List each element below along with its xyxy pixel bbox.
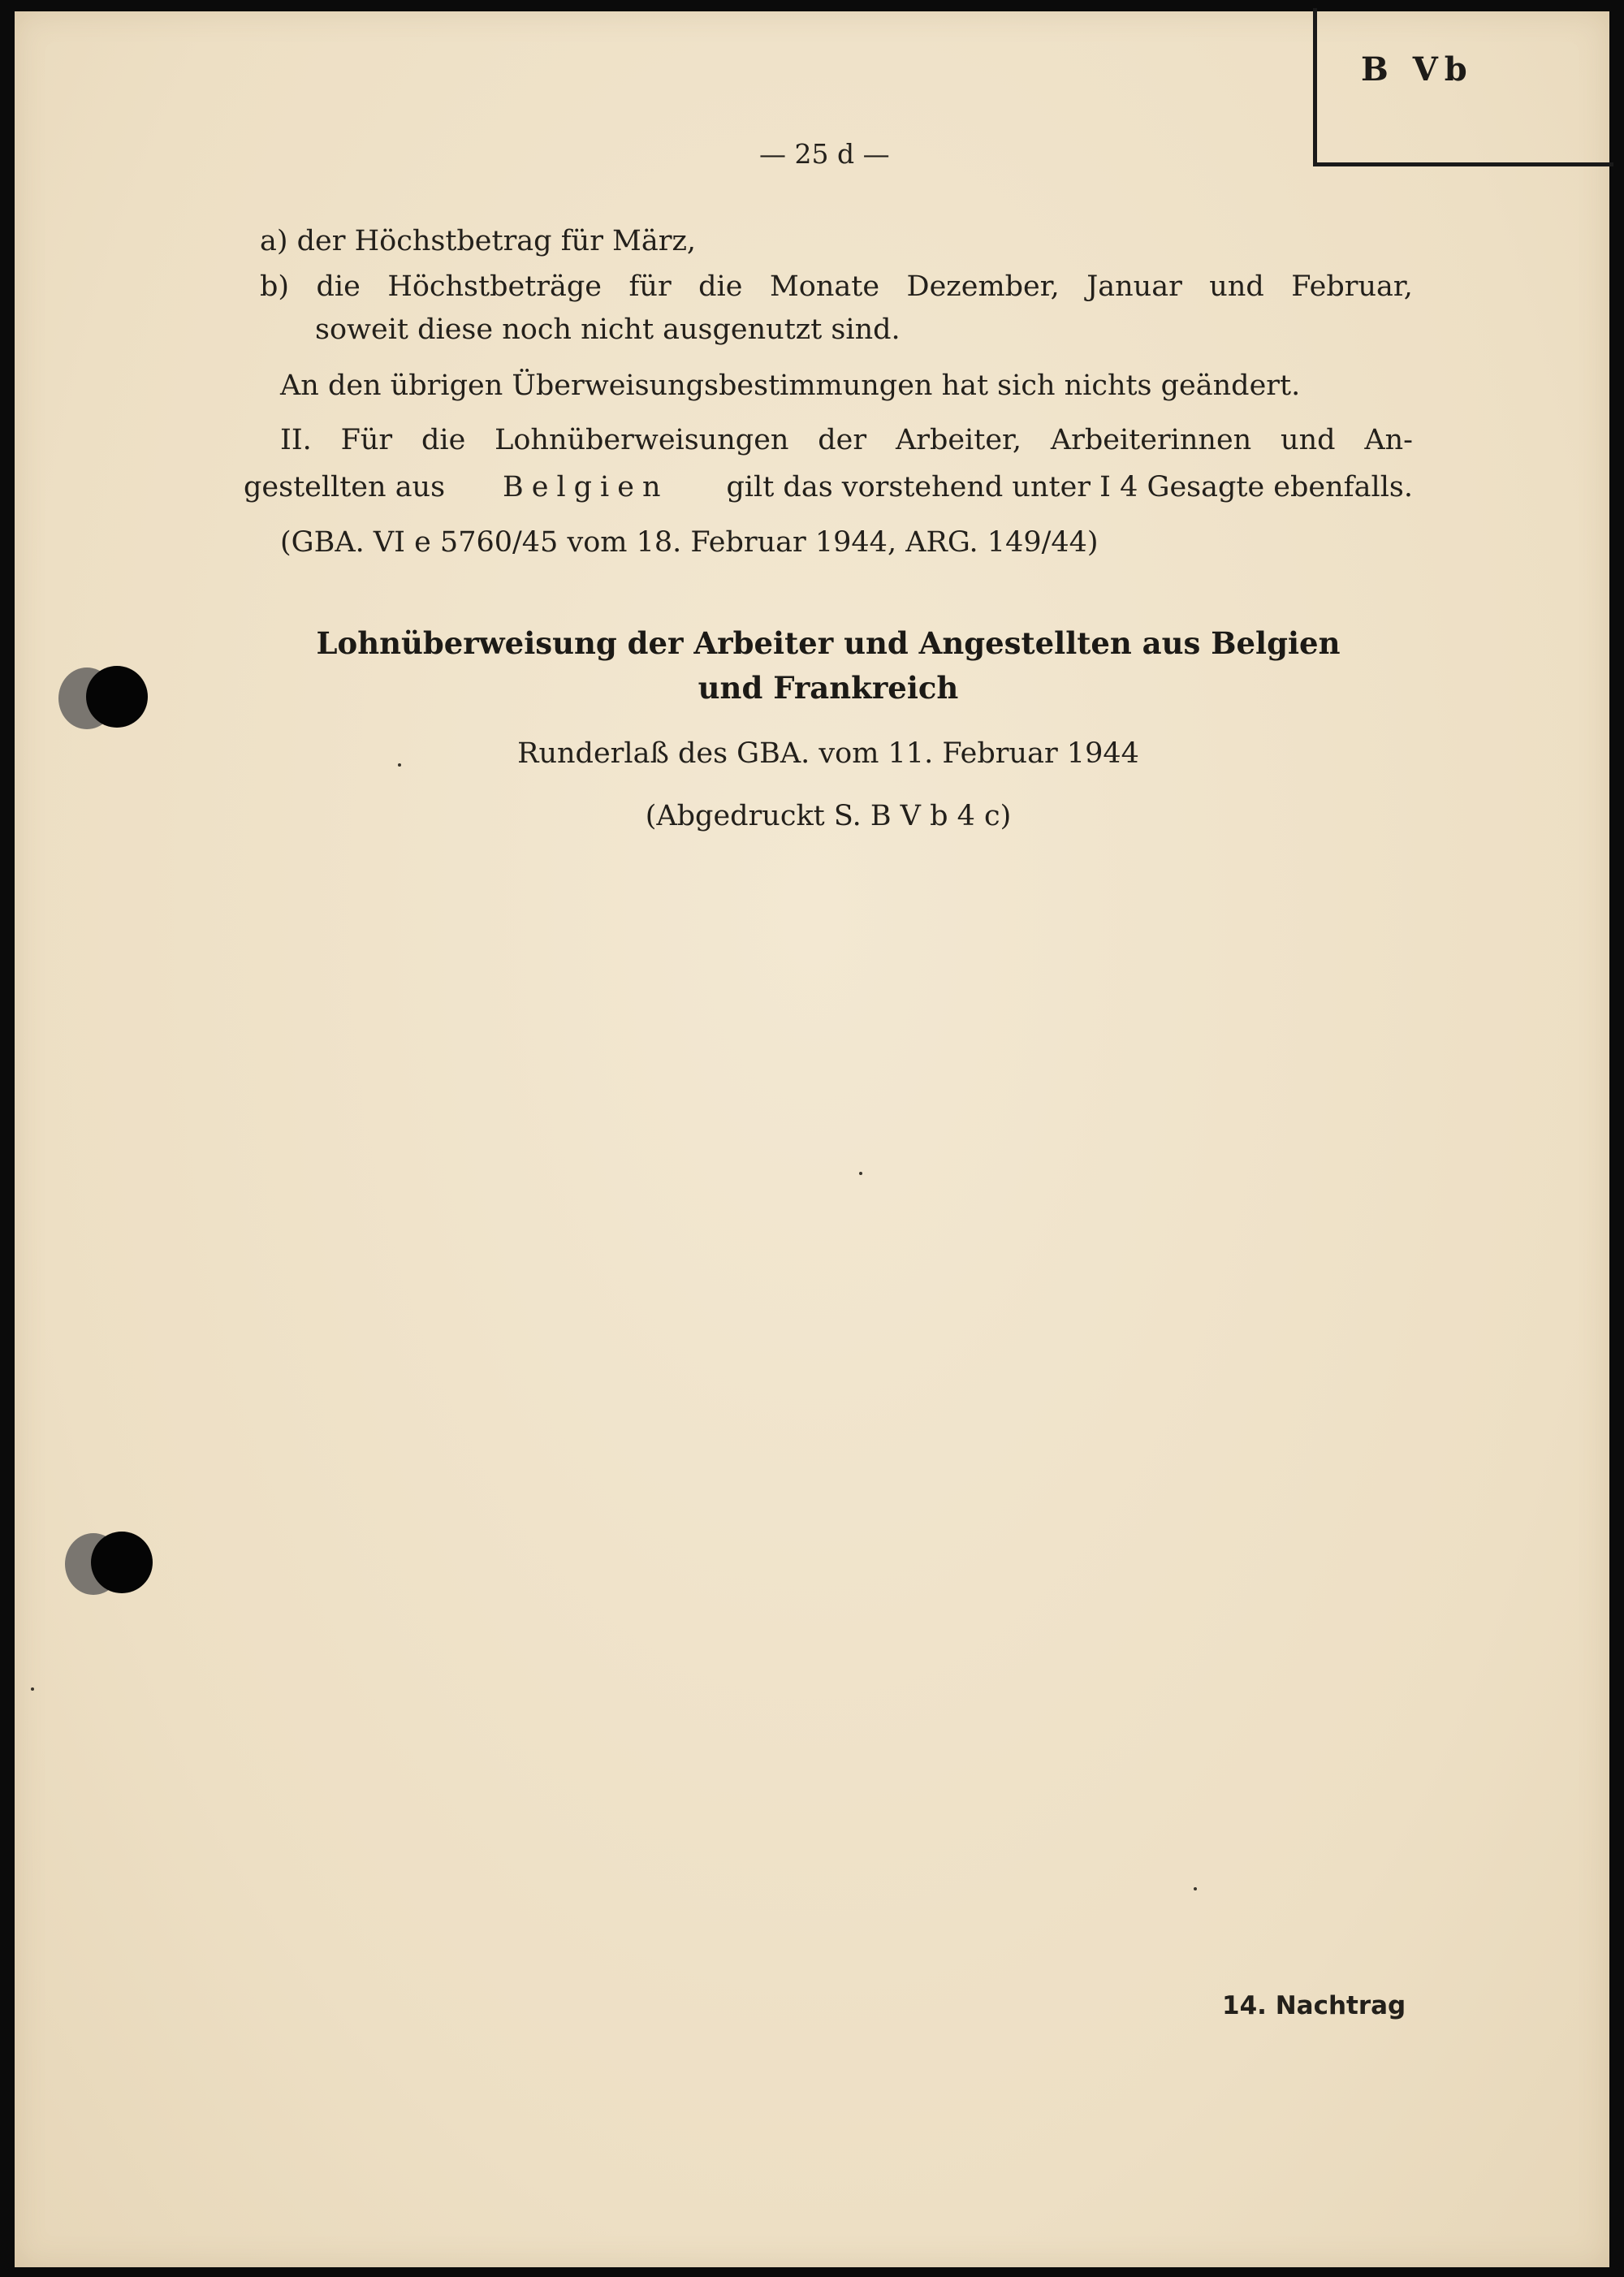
- word: die: [421, 424, 466, 456]
- word: Lohnüberweisungen: [495, 424, 789, 456]
- printed-reference: (Abgedruckt S. B V b 4 c): [645, 800, 1012, 832]
- text-segment: gestellten aus: [244, 471, 446, 503]
- document-page: [15, 11, 1609, 2267]
- paragraph-belgium-line2: [244, 471, 1413, 503]
- word: Monate: [769, 270, 880, 303]
- paper-speck: [398, 763, 401, 767]
- word: die: [316, 270, 361, 303]
- section-heading-line2: und Frankreich: [698, 670, 959, 706]
- list-item-b-continuation: soweit diese noch nicht ausgenutzt sind.: [315, 313, 901, 346]
- section-heading: [244, 621, 1413, 711]
- text-segment: gilt das vorstehend unter I 4 Gesagte ebenfalls.: [726, 471, 1413, 503]
- paper-speck: [31, 1687, 34, 1691]
- word: Arbeiter,: [895, 424, 1022, 456]
- punch-hole: [91, 1532, 153, 1593]
- paper-speck: [1194, 1887, 1197, 1890]
- word: Arbeiterinnen: [1050, 424, 1252, 456]
- word: die: [698, 270, 743, 303]
- word: Höchstbeträge: [387, 270, 602, 303]
- word: für: [628, 270, 672, 303]
- section-heading-line1: Lohnüberweisung der Arbeiter und Angestellten aus Belgien: [316, 625, 1341, 661]
- word: und: [1281, 424, 1336, 456]
- section-stamp-label: B Vb: [1361, 50, 1474, 89]
- word: der: [818, 424, 867, 456]
- word: II.: [280, 424, 312, 456]
- supplement-label: 14. Nachtrag: [1222, 1991, 1406, 2020]
- list-item-a: a) der Höchstbetrag für März,: [260, 225, 697, 257]
- paragraph-belgium-line1: [280, 424, 1413, 456]
- page-number: — 25 d —: [759, 138, 890, 170]
- decree-reference: (GBA. VI e 5760/45 vom 18. Februar 1944, ARG. 149/44): [280, 526, 1099, 559]
- word: und: [1209, 270, 1264, 303]
- word: b): [260, 270, 290, 303]
- punch-hole: [86, 666, 148, 728]
- paragraph-transfer-rules: An den übrigen Überweisungsbestimmungen hat sich nichts geändert.: [280, 369, 1301, 402]
- decree-line: Runderlaß des GBA. vom 11. Februar 1944: [517, 737, 1139, 770]
- paper-speck: [859, 1172, 862, 1175]
- word: Dezember,: [906, 270, 1060, 303]
- word: An-: [1364, 424, 1413, 456]
- word: Februar,: [1291, 270, 1413, 303]
- list-item-b: [260, 270, 1413, 303]
- word: Für: [340, 424, 393, 456]
- spaced-country-name: Belgien: [503, 471, 669, 503]
- word: Januar: [1086, 270, 1182, 303]
